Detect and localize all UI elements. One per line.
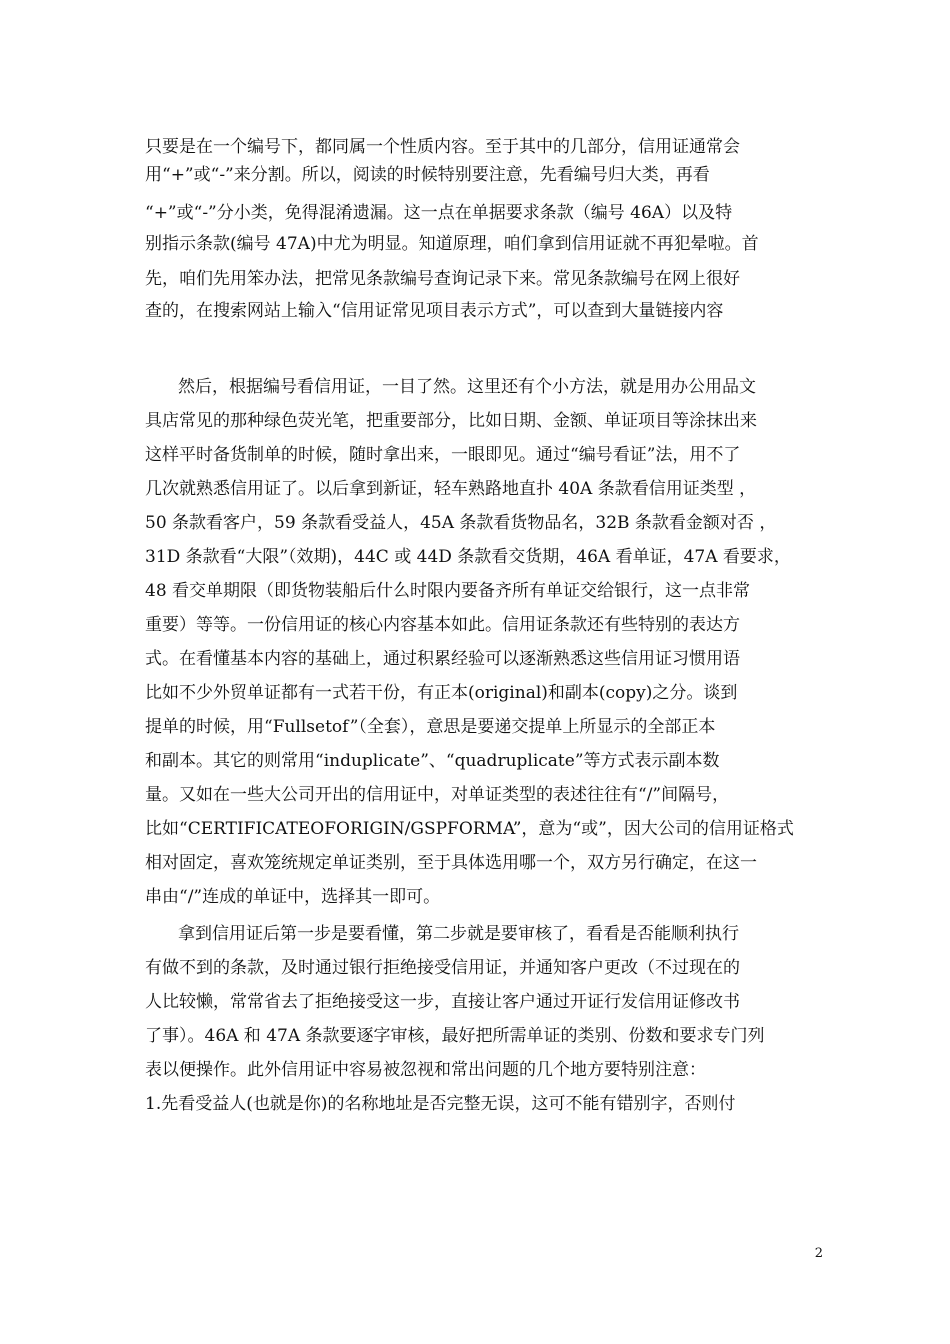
text-line: 只要是在一个编号下，都同属一个性质内容。至于其中的几部分，信用证通常会 (145, 137, 740, 157)
text-line: 比如“CERTIFICATEOFORIGIN/GSPFORMA”，意为“或”，因大公司的信用证格式 (145, 819, 794, 839)
text-line: 这样平时备货制单的时候，随时拿出来，一眼即见。通过“编号看证”法，用不了 (145, 445, 741, 465)
page-number: 2 (814, 1246, 823, 1261)
text-line: 具店常见的那种绿色荧光笔，把重要部分，比如日期、金额、单证项目等涂抹出来 (145, 411, 757, 431)
text-line: 然后，根据编号看信用证，一目了然。这里还有个小方法，就是用办公用品文 (178, 377, 756, 397)
text-line: 比如不少外贸单证都有一式若干份，有正本(original)和副本(copy)之分。谈到 (145, 683, 738, 703)
text-line: 50 条款看客户，59 条款看受益人，45A 条款看货物品名，32B 条款看金额对否 ， (145, 513, 777, 533)
text-line: 表以便操作。此外信用证中容易被忽视和常出问题的几个地方要特别注意： (145, 1060, 706, 1080)
text-line: “+”或“-”分小类，免得混淆遗漏。这一点在单据要求条款（编号 46A）以及特 (145, 203, 733, 223)
text-line: 先，咱们先用笨办法，把常见条款编号查询记录下来。常见条款编号在网上很好 (145, 269, 740, 289)
text-line: 1.先看受益人(也就是你)的名称地址是否完整无误，这可不能有错别字，否则付 (145, 1094, 736, 1114)
text-line: 相对固定，喜欢笼统规定单证类别，至于具体选用哪一个，双方另行确定，在这一 (145, 853, 757, 873)
text-line: 拿到信用证后第一步是要看懂，第二步就是要审核了，看看是否能顺利执行 (178, 924, 739, 944)
text-line: 几次就熟悉信用证了。以后拿到新证，轻车熟路地直扑 40A 条款看信用证类型 ， (145, 479, 757, 499)
text-line: 量。又如在一些大公司开出的信用证中，对单证类型的表述往往有“/”间隔号， (145, 785, 730, 805)
text-line: 重要）等等。一份信用证的核心内容基本如此。信用证条款还有些特别的表达方 (145, 615, 740, 635)
text-line: 提单的时候，用“Fullsetof”（全套），意思是要递交提单上所显示的全部正本 (145, 717, 716, 737)
text-line: 48 看交单期限（即货物装船后什么时限内要备齐所有单证交给银行，这一点非常 (145, 581, 751, 601)
text-line: 式。在看懂基本内容的基础上，通过积累经验可以逐渐熟悉这些信用证习惯用语 (145, 649, 740, 669)
text-line: 查的，在搜索网站上输入“信用证常见项目表示方式”，可以查到大量链接内容 (145, 301, 724, 321)
text-line: 31D 条款看“大限”（效期)，44C 或 44D 条款看交货期，46A 看单证，47A 看要求， (145, 547, 791, 567)
text-line: 了事）。46A 和 47A 条款要逐字审核，最好把所需单证的类别、份数和要求专门列 (145, 1026, 765, 1046)
text-line: 用“+”或“-”来分割。所以，阅读的时候特别要注意，先看编号归大类，再看 (145, 165, 710, 185)
text-line: 人比较懒，常常省去了拒绝接受这一步，直接让客户通过开证行发信用证修改书 (145, 992, 740, 1012)
text-line: 有做不到的条款，及时通过银行拒绝接受信用证，并通知客户更改（不过现在的 (145, 958, 740, 978)
text-line: 和副本。其它的则常用“induplicate”、“quadruplicate”等方式表示副本数 (145, 751, 720, 771)
text-line: 串由“/”连成的单证中，选择其一即可。 (145, 887, 441, 907)
text-line: 别指示条款(编号 47A)中尤为明显。知道原理，咱们拿到信用证就不再犯晕啦。首 (145, 234, 759, 254)
